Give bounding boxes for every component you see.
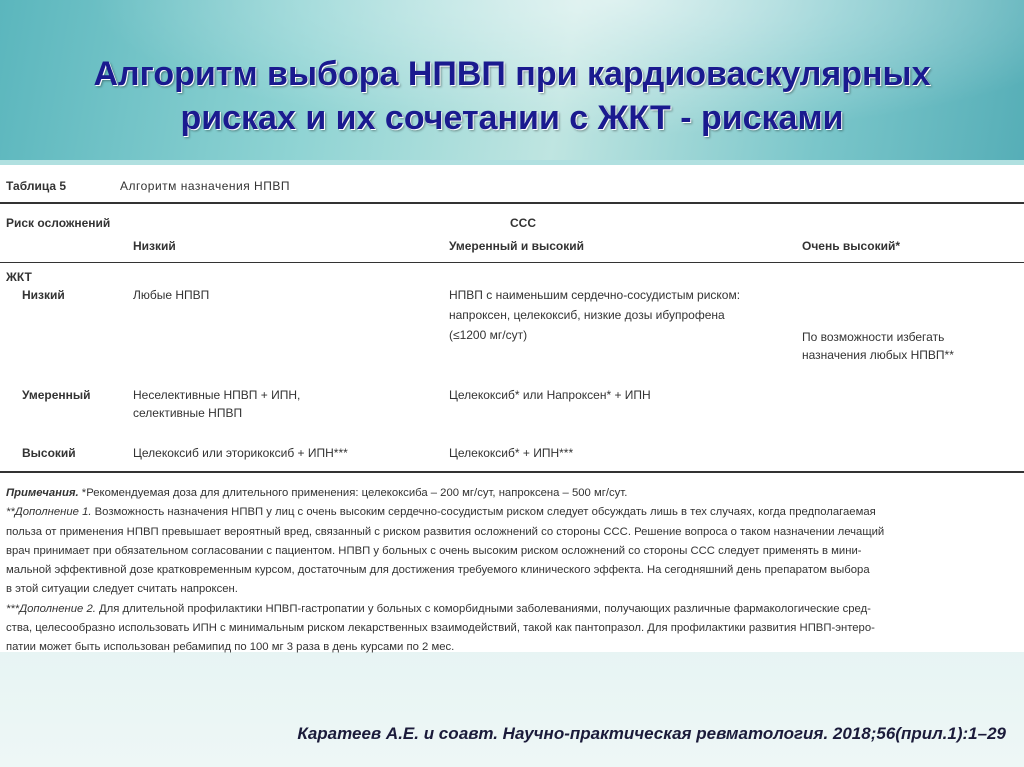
- citation: Каратеев А.Е. и соавт. Научно-практическая ревматология. 2018;56(прил.1):1–29: [297, 724, 1006, 743]
- cell-very-high-line-1: По возможности избегать: [802, 330, 945, 344]
- cell-low-mid-line-1: НПВП с наименьшим сердечно-сосудистым риском:: [449, 288, 741, 302]
- css-header: ССС: [510, 216, 536, 230]
- note-line-8: ства, целесообразно использовать ИПН с минимальным риском лекарственных взаимодействий, такой как пантопразол. Для профилактики развития НПВП-энтеро-: [6, 622, 875, 635]
- table-notes: [6, 484, 1018, 658]
- table-caption: Алгоритм назначения НПВП: [120, 179, 290, 193]
- cell-very-high-line-2: назначения любых НПВП**: [802, 348, 954, 362]
- col-header-very-high: Очень высокий*: [802, 239, 900, 253]
- note-line-7: [6, 600, 1018, 619]
- col-header-low: Низкий: [133, 239, 176, 253]
- cell-high-mid: Целекоксиб* + ИПН***: [449, 446, 574, 460]
- slide-title-line-2: рисках и их сочетании с ЖКТ - рисками: [180, 99, 844, 137]
- risk-header: Риск осложнений: [6, 216, 111, 230]
- cell-moderate-low-line-1: Неселективные НПВП + ИПН,: [133, 388, 301, 402]
- note-line-3: польза от применения НПВП превышает вероятный вред, связанный с риском развития осложнений со стороны ССС. Решение вопроса о таком назначении лечащий: [6, 525, 885, 538]
- supplement-2-label: ***Дополнение 2.: [6, 602, 96, 615]
- note-line-4: врач принимает при обязательном согласовании с пациентом. НПВП у больных с очень высоким риском осложнений со стороны ССС следует применять в мини-: [6, 544, 862, 557]
- row-label-low: Низкий: [22, 288, 65, 302]
- slide-title-line-1: Алгоритм выбора НПВП при кардиоваскулярных: [93, 55, 931, 93]
- note-line-1-text: *Рекомендуемая доза для длительного применения: целекоксиба – 200 мг/сут, напроксена – 500 мг/сут.: [78, 487, 628, 499]
- cell-low-mid-line-3: (≤1200 мг/сут): [449, 328, 528, 342]
- supplement-1-label: **Дополнение 1.: [6, 506, 92, 519]
- note-line-1: [6, 484, 1018, 503]
- note-line-9: патии может быть использован ребамипид по 100 мг 3 раза в день курсами по 2 мес.: [6, 641, 455, 654]
- cell-moderate-low-line-2: селективные НПВП: [133, 406, 243, 420]
- table-bottom-rule: [0, 471, 1024, 473]
- table-label: Таблица 5: [6, 179, 67, 193]
- note-line-7-text: Для длительной профилактики НПВП-гастропатии у больных с коморбидными заболеваниями, получающих различные фармакологические сред-: [95, 602, 871, 615]
- cell-low-low: Любые НПВП: [133, 288, 210, 302]
- col-header-mid: Умеренный и высокий: [449, 239, 584, 253]
- table-top-rule: [0, 202, 1024, 204]
- document-scan: [0, 165, 1024, 652]
- header-rule: [0, 262, 1024, 263]
- cell-high-low: Целекоксиб или эторикоксиб + ИПН***: [133, 446, 348, 460]
- notes-lead: Примечания.: [6, 487, 79, 499]
- gi-header: ЖКТ: [6, 270, 32, 284]
- note-line-5: мальной эффективной дозе кратковременным курсом, достаточным для достижения требуемого клинического эффекта. На сегодняшний день препаратом выбора: [6, 564, 870, 577]
- row-label-high: Высокий: [22, 446, 76, 460]
- note-line-2: [6, 503, 1018, 522]
- note-line-6: в этой ситуации следует считать напроксен.: [6, 583, 238, 596]
- note-line-2-text: Возможность назначения НПВП у лиц с очень высоким сердечно-сосудистым риском следует обсуждать лишь в тех случаях, когда предполагаемая: [91, 506, 876, 519]
- cell-moderate-mid: Целекоксиб* или Напроксен* + ИПН: [449, 388, 651, 402]
- row-label-moderate: Умеренный: [22, 388, 91, 402]
- slide-header: [0, 0, 1024, 160]
- slide-title: [0, 52, 1024, 140]
- cell-low-mid-line-2: напроксен, целекоксиб, низкие дозы ибупрофена: [449, 308, 725, 322]
